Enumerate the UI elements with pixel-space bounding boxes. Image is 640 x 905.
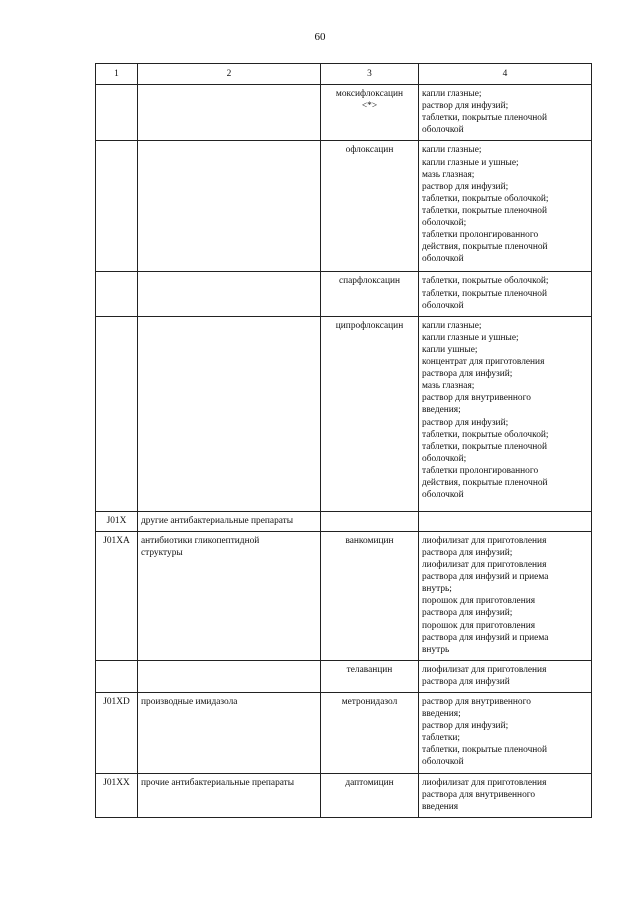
dosage-form-line: порошок для приготовления — [422, 596, 536, 607]
dosage-form-line: раствора для инфузий; — [422, 608, 513, 619]
dosage-forms-cell — [419, 773, 592, 817]
drug-name-cell — [321, 660, 419, 692]
atc-code: J01XD — [103, 696, 130, 707]
atc-code-cell — [96, 692, 138, 773]
dosage-form-line: оболочкой — [422, 125, 464, 136]
dosage-form-line: порошок для приготовления — [422, 620, 536, 631]
header-col-4: 4 — [419, 64, 592, 85]
drug-name-line: телаванцин — [346, 664, 393, 675]
atc-code-cell — [96, 531, 138, 660]
drug-name-cell — [321, 531, 419, 660]
dosage-forms-cell — [419, 511, 592, 531]
dosage-form-line: лиофилизат для приготовления — [422, 777, 547, 788]
dosage-form-line: лиофилизат для приготовления — [422, 535, 547, 546]
drug-name-line: <*> — [361, 101, 378, 112]
dosage-form-line: оболочкой; — [422, 218, 467, 229]
dosage-form-line: таблетки, покрытые оболочкой; — [422, 276, 549, 287]
header-col-1: 1 — [96, 64, 138, 85]
dosage-forms-cell — [419, 316, 592, 511]
dosage-form-line: раствор для инфузий; — [422, 721, 509, 732]
dosage-form-line: таблетки, покрытые оболочкой; — [422, 193, 549, 204]
group-name-cell — [138, 692, 321, 773]
dosage-form-line: лиофилизат для приготовления — [422, 560, 547, 571]
dosage-form-line: капли глазные; — [422, 89, 482, 100]
drug-table — [95, 63, 592, 818]
dosage-form-line: раствор для инфузий; — [422, 181, 509, 192]
group-name-cell — [138, 531, 321, 660]
group-name-cell — [138, 316, 321, 511]
table-row — [96, 511, 592, 531]
dosage-forms-cell — [419, 85, 592, 141]
dosage-form-line: раствор для внутривенного — [422, 696, 531, 707]
dosage-form-line: раствор для инфузий; — [422, 417, 509, 428]
drug-name-cell — [321, 773, 419, 817]
dosage-form-line: оболочкой — [422, 300, 464, 311]
dosage-form-line: раствор для внутривенного — [422, 393, 531, 404]
dosage-form-line: таблетки, покрытые пленочной — [422, 288, 548, 299]
header-col-3: 3 — [321, 64, 419, 85]
atc-code-cell — [96, 660, 138, 692]
table-row — [96, 85, 592, 141]
dosage-form-line: действия, покрытые пленочной — [422, 242, 548, 253]
dosage-form-line: лиофилизат для приготовления — [422, 664, 547, 675]
dosage-form-line: оболочкой; — [422, 453, 467, 464]
dosage-forms-cell — [419, 272, 592, 316]
table-row — [96, 272, 592, 316]
group-name-line: структуры — [141, 547, 183, 558]
dosage-form-line: таблетки, покрытые пленочной — [422, 441, 548, 452]
drug-name-line: моксифлоксацин — [335, 89, 404, 100]
table-header-row — [96, 64, 592, 85]
dosage-form-line: раствора для внутривенного — [422, 789, 536, 800]
group-name-cell — [138, 85, 321, 141]
group-name-cell — [138, 272, 321, 316]
drug-name-cell — [321, 141, 419, 272]
dosage-form-line: таблетки пролонгированного — [422, 465, 539, 476]
table-row — [96, 316, 592, 511]
dosage-form-line: таблетки, покрытые пленочной — [422, 205, 548, 216]
dosage-form-line: действия, покрытые пленочной — [422, 477, 548, 488]
drug-name-line: ванкомицин — [345, 535, 394, 546]
dosage-form-line: внутрь — [422, 644, 450, 655]
drug-name-cell — [321, 692, 419, 773]
table-row — [96, 773, 592, 817]
dosage-forms-cell — [419, 692, 592, 773]
group-name-line: антибиотики гликопептидной — [141, 535, 260, 546]
group-name-cell — [138, 511, 321, 531]
dosage-form-line: оболочкой — [422, 254, 464, 265]
dosage-form-line: раствора для инфузий; — [422, 547, 513, 558]
group-name-line: другие антибактериальные препараты — [141, 515, 294, 526]
atc-code: J01X — [106, 515, 127, 526]
table-row — [96, 660, 592, 692]
dosage-form-line: введения — [422, 801, 459, 812]
dosage-form-line: капли ушные; — [422, 344, 478, 355]
dosage-form-line: капли глазные; — [422, 145, 482, 156]
drug-name-cell — [321, 511, 419, 531]
dosage-form-line: оболочкой — [422, 757, 464, 768]
group-name-line: прочие антибактериальные препараты — [141, 777, 295, 788]
group-name-cell — [138, 660, 321, 692]
drug-name-line: метронидазол — [341, 696, 398, 707]
dosage-forms-cell — [419, 141, 592, 272]
atc-code-cell — [96, 773, 138, 817]
atc-code-cell — [96, 272, 138, 316]
dosage-forms-cell — [419, 531, 592, 660]
atc-code-cell — [96, 316, 138, 511]
atc-code-cell — [96, 511, 138, 531]
table-row — [96, 692, 592, 773]
atc-code-cell — [96, 141, 138, 272]
dosage-form-line: капли глазные; — [422, 320, 482, 331]
group-name-line: производные имидазола — [141, 696, 238, 707]
dosage-form-line: таблетки пролонгированного — [422, 230, 539, 241]
dosage-form-line: таблетки; — [422, 733, 461, 744]
atc-code: J01XX — [103, 777, 130, 788]
group-name-cell — [138, 773, 321, 817]
atc-code: J01XA — [103, 535, 130, 546]
atc-code-cell — [96, 85, 138, 141]
drug-name-line: спарфлоксацин — [338, 276, 401, 287]
drug-name-cell — [321, 316, 419, 511]
table-row — [96, 141, 592, 272]
dosage-form-line: раствора для инфузий и приема — [422, 632, 549, 643]
dosage-form-line: раствора для инфузий — [422, 676, 510, 687]
dosage-form-line: капли глазные и ушные; — [422, 157, 519, 168]
drug-name-line: ципрофлоксацин — [335, 320, 404, 331]
dosage-form-line: мазь глазная; — [422, 169, 475, 180]
group-name-cell — [138, 141, 321, 272]
dosage-form-line: таблетки, покрытые пленочной — [422, 745, 548, 756]
dosage-form-line: раствора для инфузий и приема — [422, 572, 549, 583]
dosage-form-line: капли глазные и ушные; — [422, 332, 519, 343]
dosage-forms-cell — [419, 660, 592, 692]
dosage-form-line: таблетки, покрытые пленочной — [422, 113, 548, 124]
page-number: 60 — [314, 31, 326, 43]
dosage-form-line: мазь глазная; — [422, 381, 475, 392]
dosage-form-line: таблетки, покрытые оболочкой; — [422, 429, 549, 440]
drug-name-line: даптомицин — [345, 777, 394, 788]
dosage-form-line: внутрь; — [422, 584, 452, 595]
drug-name-cell — [321, 85, 419, 141]
dosage-form-line: раствора для инфузий; — [422, 369, 513, 380]
dosage-form-line: введения; — [422, 405, 461, 416]
table-row — [96, 531, 592, 660]
dosage-form-line: концентрат для приготовления — [422, 357, 545, 368]
dosage-form-line: раствор для инфузий; — [422, 101, 509, 112]
header-col-2: 2 — [138, 64, 321, 85]
dosage-form-line: оболочкой — [422, 490, 464, 501]
drug-name-cell — [321, 272, 419, 316]
drug-name-line: офлоксацин — [345, 145, 394, 156]
dosage-form-line: введения; — [422, 709, 461, 720]
